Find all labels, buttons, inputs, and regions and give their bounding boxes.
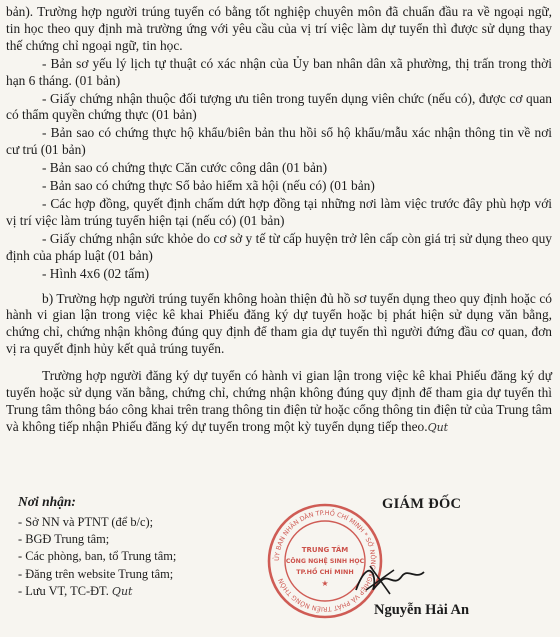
- recipient-item: - Các phòng, ban, tổ Trung tâm;: [18, 549, 177, 564]
- paragraph-6: - Bản sao có chứng thực Sổ bảo hiểm xã hội (nếu có) (01 bản): [42, 178, 375, 194]
- paragraph-9: - Hình 4x6 (02 tấm): [42, 265, 150, 281]
- signature-scribble: [350, 560, 430, 600]
- recipient-item: - Đăng trên website Trung tâm;: [18, 566, 174, 581]
- recipient-item-text: - Lưu VT, TC-ĐT.: [18, 583, 109, 598]
- stamp-star-icon: ★: [321, 579, 329, 588]
- recipient-item: - Sở NN và PTNT (để b/c);: [18, 515, 154, 529]
- initials-mark-2: Qut: [111, 584, 133, 598]
- stamp-ring-text: ỦY BAN NHÂN DÂN TP.HỒ CHÍ MINH * SỞ NÔNG NGHIỆP VÀ PHÁT TRIỂN NÔNG THÔN: [272, 508, 378, 614]
- recipient-item: [18, 583, 278, 600]
- paragraph-10: b) Trường hợp người trúng tuyển không hoàn thiện đủ hồ sơ tuyển dụng theo quy định hoặc có hành vi gian lận trong việc kê khai Phiếu đăng ký dự tuyển hoặc bị phát hiện sử dụng văn bằng, chứng chỉ, chứng nhận không đúng quy định để tham gia dự tuyển thì người đứng đầu cơ quan, đơn vị ra quyết định hủy kết quả trúng tuyển.: [6, 290, 552, 357]
- stamp-line-3: TP.HỒ CHÍ MINH: [296, 568, 354, 576]
- signer-name: Nguyễn Hải An: [374, 602, 470, 618]
- paragraph-8: - Giấy chứng nhận sức khỏe do cơ sở y tế từ cấp huyện trở lên cấp còn giá trị sử dụng theo quy định của pháp luật (01 bản): [6, 230, 552, 263]
- recipient-item: - BGĐ Trung tâm;: [18, 532, 110, 547]
- paragraph-11: [6, 368, 552, 437]
- initials-mark: Qut: [427, 420, 449, 434]
- stamp-line-2: CÔNG NGHỆ SINH HỌC: [285, 558, 365, 565]
- document-body: [6, 4, 552, 438]
- paragraph-4: - Bản sao có chứng thực hộ khẩu/biên bản thu hồi sổ hộ khẩu/mẫu xác nhận thông tin về nơi cư trú (01 bản): [6, 125, 552, 158]
- paragraph-5: - Bản sao có chứng thực Căn cước công dân (01 bản): [42, 160, 328, 176]
- recipients-block: [18, 494, 278, 600]
- recipients-label: Nơi nhận:: [18, 494, 76, 509]
- paragraph-7: - Các hợp đồng, quyết định chấm dứt hợp đồng tại những nơi làm việc trước đây phù hợp với vị trí việc làm trúng tuyển hiện tại (nếu có) (01 bản): [6, 195, 552, 228]
- paragraph-3: - Giấy chứng nhận thuộc đối tượng ưu tiên trong tuyển dụng viên chức (nếu có), được cơ quan có thẩm quyền chứng thực (01 bản): [6, 90, 552, 123]
- paragraph-1: bản). Trường hợp người trúng tuyển có bằng tốt nghiệp chuyên môn đã chuẩn đầu ra về ngoại ngữ, tin học theo quy định mà trường ứng với yêu cầu của vị trí việc làm dự tuyển thì được sử dụng thay thế chứng chỉ ngoại ngữ, tin học.: [6, 4, 552, 53]
- director-title: GIÁM ĐỐC: [382, 496, 462, 512]
- paragraph-11-text: Trường hợp người đăng ký dự tuyển có hành vi gian lận trong việc kê khai Phiếu đăng ký dự tuyển hoặc sử dụng văn bằng, chứng chỉ, chứng nhận không đúng quy định để tham gia dự tuyển thì Trung tâm thông báo công khai trên trang thông tin điện tử hoặc cổng thông tin điện tử của Trung tâm và không tiếp nhận Phiếu đăng ký dự tuyển trong một kỳ tuyển dụng tiếp theo.: [6, 368, 552, 434]
- stamp-line-1: TRUNG TÂM: [301, 546, 349, 554]
- paragraph-2: - Bản sơ yếu lý lịch tự thuật có xác nhận của Ủy ban nhân dân xã phường, thị trấn trong thời hạn 6 tháng. (01 bản): [6, 55, 552, 88]
